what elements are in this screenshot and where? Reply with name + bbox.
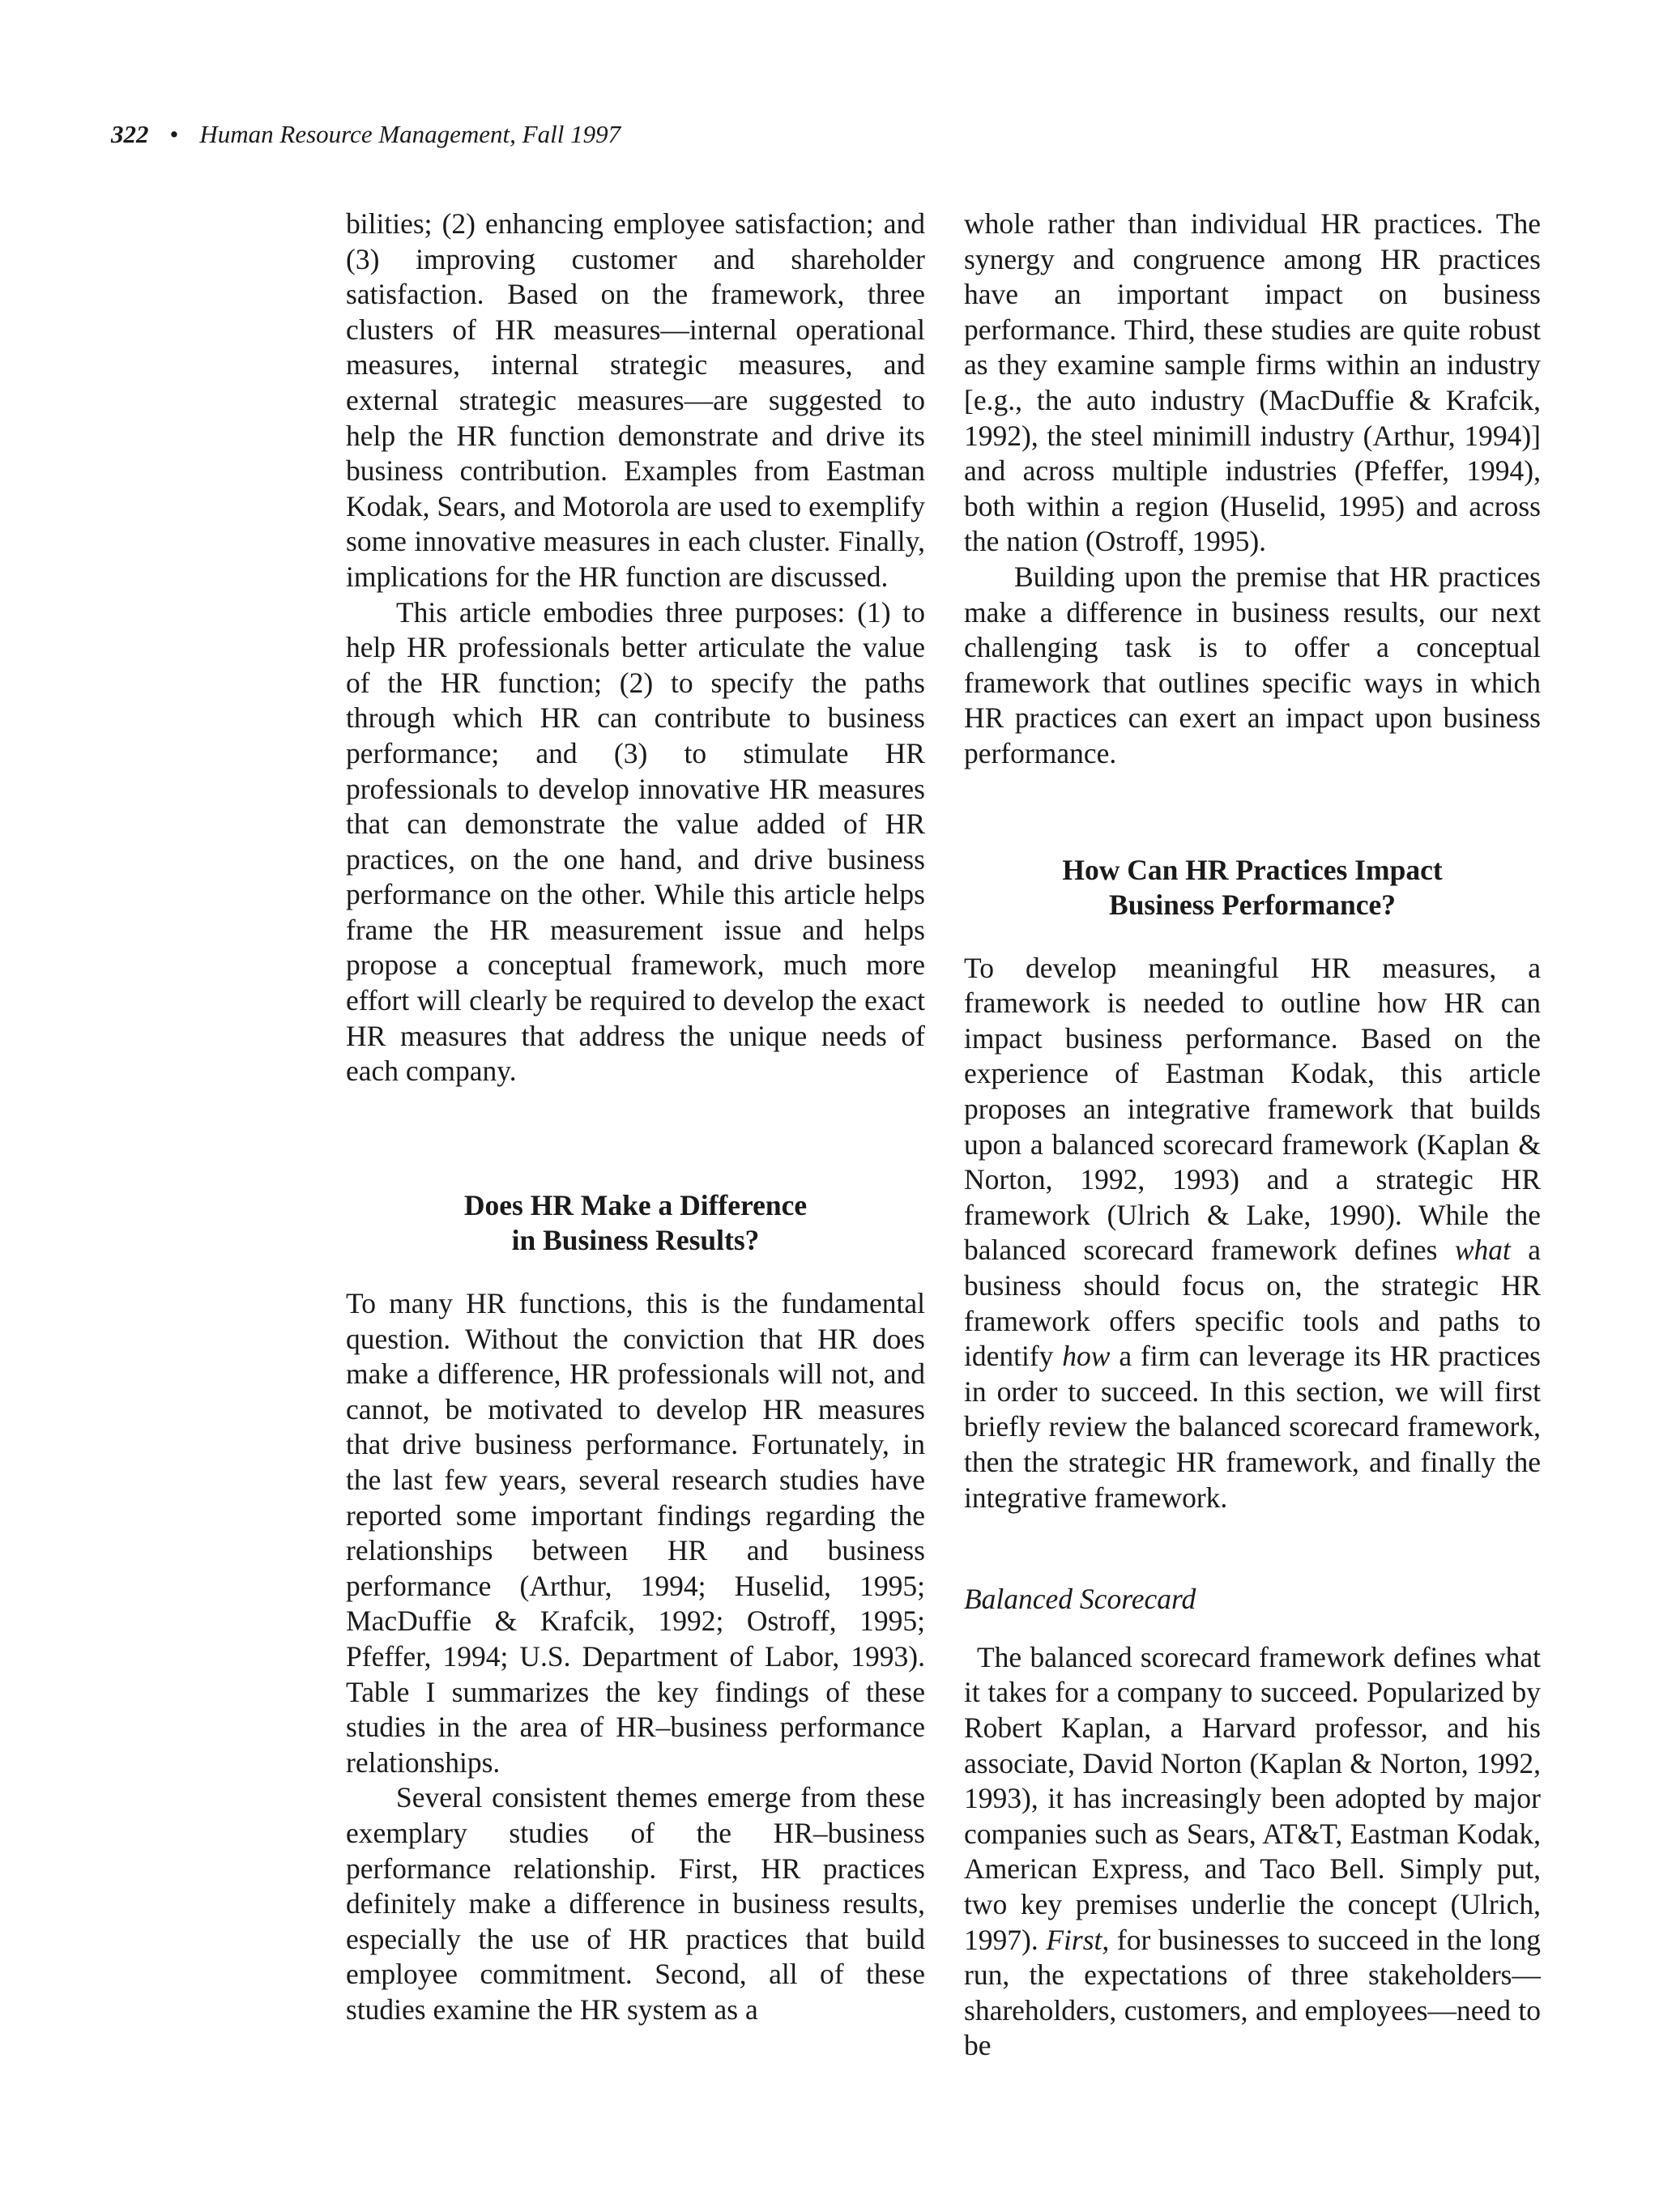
paragraph: To many HR functions, this is the fundamental question. Without the conviction that HR does make a difference, HR professionals will not, and cannot, be motivated to develop HR measures that drive business performance. Fortunately, in the last few years, several research studies have reported some important findings regarding the relationships between HR and business performance (Arthur, 1994; Huselid, 1995; MacDuffie & Krafcik, 1992; Ostroff, 1995; Pfeffer, 1994; U.S. Department of Labor, 1993). Table I summarizes the key findings of these studies in the area of HR–business performance relationships. bbox=[346, 1287, 925, 1779]
paragraph bbox=[964, 1640, 1541, 2064]
paragraph: Building upon the premise that HR practices make a difference in business results, our next challenging task is to offer a conceptual framework that outlines specific ways in which HR practices can exert an impact upon business performance. bbox=[964, 560, 1541, 769]
paragraph bbox=[964, 951, 1541, 1516]
running-head bbox=[111, 120, 621, 149]
left-column bbox=[346, 207, 925, 2028]
text-run: for businesses to succeed in the long run, the expectations of three stakeholders—shareholders, customers, and employees—need to be bbox=[964, 1923, 1541, 2062]
journal-title: Human Resource Management, Fall 1997 bbox=[199, 120, 621, 148]
section-heading-how-can-hr-impact bbox=[964, 853, 1541, 923]
heading-line: How Can HR Practices Impact bbox=[1062, 853, 1443, 886]
emphasis-what: what bbox=[1454, 1234, 1511, 1267]
emphasis-how: how bbox=[1062, 1340, 1111, 1373]
heading-line: Does HR Make a Difference bbox=[463, 1188, 808, 1221]
emphasis-first: First, bbox=[1046, 1923, 1110, 1956]
paragraph: whole rather than individual HR practices. The synergy and congruence among HR practices have an important impact on business performance. Third, these studies are quite robust as they examine sample firms within an industry [e.g., the auto industry (MacDuffie & Krafcik, 1992), the steel minimill industry (Arthur, 1994)] and across multiple industries (Pfeffer, 1994), both within a region (Huselid, 1995) and across the nation (Ostroff, 1995). bbox=[964, 207, 1541, 558]
page-number: 322 bbox=[111, 120, 149, 148]
text-run: a business should focus on, the strategic HR framework offers specific tools and paths to identify bbox=[964, 1234, 1541, 1373]
heading-line: in Business Results? bbox=[511, 1224, 760, 1257]
heading-line: Business Performance? bbox=[1109, 889, 1396, 922]
paragraph: bilities; (2) enhancing employee satisfaction; and (3) improving customer and shareholder satisfaction. Based on the framework, three clusters of HR measures—internal operational measures, internal strategic measures, and external strategic measures—are suggested to help the HR function demonstrate and drive its business contribution. Examples from Eastman Kodak, Sears, and Motorola are used to exemplify some innovative measures in each cluster. Finally, implications for the HR function are discussed. bbox=[346, 207, 925, 593]
right-column bbox=[964, 207, 1541, 2064]
section-heading-does-hr-make-difference bbox=[346, 1188, 925, 1259]
text-run: The balanced scorecard framework defines what it takes for a company to succeed. Popularized by Robert Kaplan, a Harvard professor, and his associate, David Norton (Kaplan & Norton, 1992, 1993), it has increasingly been adopted by major companies such as Sears, AT&T, Eastman Kodak, American Express, and Taco Bell. Simply put, two key premises underlie the concept (Ulrich, 1997). bbox=[964, 1640, 1541, 1956]
text-run: To develop meaningful HR measures, a framework is needed to outline how HR can impact business performance. Based on the experience of Eastman Kodak, this article proposes an integrative framework that builds upon a balanced scorecard framework (Kaplan & Norton, 1992, 1993) and a strategic HR framework (Ulrich & Lake, 1990). While the balanced scorecard framework defines bbox=[964, 951, 1541, 1267]
text-run: a firm can leverage its HR practices in order to succeed. In this section, we will first briefly review the balanced scorecard framework, then the strategic HR framework, and finally the integrative framework. bbox=[964, 1340, 1541, 1514]
subheading-balanced-scorecard: Balanced Scorecard bbox=[964, 1583, 1196, 1616]
paragraph: This article embodies three purposes: (1) to help HR professionals better articulate the value of the HR function; (2) to specify the paths through which HR can contribute to business performance; and (3) to stimulate HR professionals to develop innovative HR measures that can demonstrate the value added of HR practices, on the one hand, and drive business performance on the other. While this article helps frame the HR measurement issue and helps propose a conceptual framework, much more effort will clearly be required to develop the exact HR measures that address the unique needs of each company. bbox=[346, 595, 925, 1088]
header-bullet: • bbox=[169, 120, 179, 148]
paragraph: Several consistent themes emerge from these exemplary studies of the HR–business performance relationship. First, HR practices definitely make a difference in business results, especially the use of HR practices that build employee commitment. Second, all of these studies examine the HR system as a bbox=[346, 1781, 925, 2026]
